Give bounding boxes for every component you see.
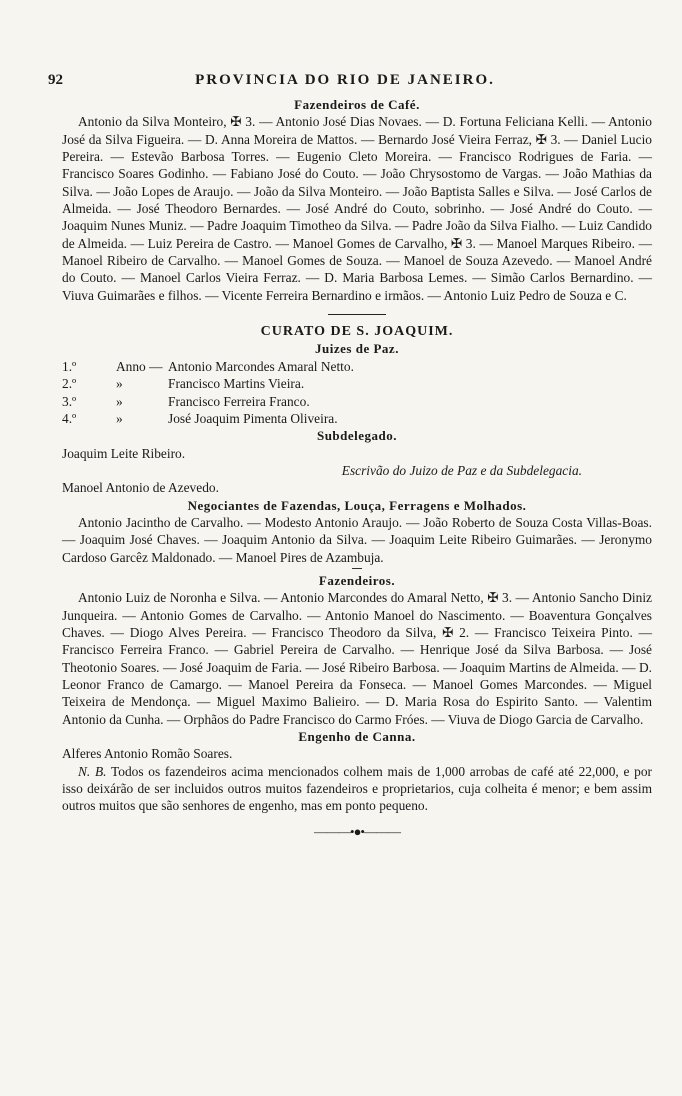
juiz-mark: »: [116, 410, 123, 426]
juiz-ordinal: 4.º: [62, 410, 77, 426]
farmers-list: Antonio Luiz de Noronha e Silva. — Antonio Marcondes do Amaral Netto, ✠ 3. — Antonio Sancho Diniz Junqueira. — Antonio Gomes de Carvalho. — Antonio Manoel do Nascimento. — Boaventura Gonçalves Chaves. — Diogo Alves Pereira. — Francisco Theodoro da Silva, ✠ 2. — Francisco Teixeira Pinto. — Francisco Ferreira Franco. — Gabriel Pereira de Carvalho. — Henrique José da Silva Barbosa. — José Theotonio Soares. — José Joaquim de Faria. — José Ribeiro Barbosa. — Joaquim Martins de Almeida. — D. Leonor Franco de Camargo. — Manoel Pereira da Fonseca. — Manoel Gomes Marcondes. — Miguel Teixeira de Mendonça. — Miguel Maximo Balieiro. — D. Maria Rosa do Espirito Santo. — Valentim Antonio da Cunha. — Orphãos do Padre Francisco do Carmo Fróes. — Viuva de Diogo Garcia de Carvalho.: [62, 590, 652, 727]
cafe-farmers-list: Antonio da Silva Monteiro, ✠ 3. — Antonio José Dias Novaes. — D. Fortuna Feliciana Kelli. — Antonio José da Silva Figueira. — D. Anna Moreira de Mattos. — Bernardo José Vieira Ferraz, ✠ 3. — Daniel Lucio Pereira. — Estevão Barbosa Torres. — Eugenio Cleto Moreira. — Francisco Rodrigues de Faria. — Francisco Soares Godinho. — Fabiano José do Couto. — João Chrysostomo de Vargas. — João Mathias da Silva. — João Lopes de Araujo. — João da Silva Monteiro. — João Baptista Salles e Silva. — José Carlos de Almeida. — José Theodoro Bernardes. — José André do Couto, sobrinho. — José André do Couto. — Joaquim Nunes Muniz. — Padre Joaquim Timotheo da Silva. — Padre João da Silva Fialho. — Luiz Candido de Almeida. — Luiz Pereira de Castro. — Manoel Gomes de Carvalho, ✠ 3. — Manoel Marques Ribeiro. — Manoel Ribeiro de Carvalho. — Manoel Gomes de Souza. — Manoel de Souza Azevedo. — Manoel André do Couto. — Manoel Carlos Vieira Ferraz. — D. Maria Barbosa Lemes. — Simão Carlos Bernardino. — Viuva Guimarães e filhos. — Vicente Ferreira Bernardino e irmãos. — Antonio Luiz Pedro de Souza e C.: [62, 114, 652, 303]
heading-juizes-de-paz: Juizes de Paz.: [315, 341, 399, 357]
page-number: 92: [48, 72, 63, 88]
engenho-owner: Alferes Antonio Romão Soares.: [62, 746, 233, 762]
escrivao-title: Escrivão do Juizo de Paz e da Subdelegacia.: [341, 462, 582, 478]
juiz-row: [62, 410, 652, 427]
subdelegado-name: Joaquim Leite Ribeiro.: [62, 445, 186, 461]
juiz-name: Francisco Martins Vieira.: [168, 376, 305, 392]
heading-fazendeiros-de-cafe: Fazendeiros de Café.: [294, 97, 420, 112]
nb-label: N. B.: [78, 763, 107, 779]
juiz-name: Antonio Marcondes Amaral Netto.: [168, 358, 354, 374]
nota-bene: [62, 763, 652, 815]
page-body: [62, 96, 652, 840]
nb-text: Todos os fazendeiros acima mencionados colhem mais de 1,000 arrobas de café até 22,000, e por isso deixárão de ser incluidos outros muitos fazendeiros e proprietarios, cuja colheita é menor; e bem assim outros muitos que são senhores de engenho, mas em ponto pequeno.: [62, 763, 652, 814]
merchants-list: Antonio Jacintho de Carvalho. — Modesto Antonio Araujo. — João Roberto de Souza Costa Villas-Boas. — Joaquim José Chaves. — Joaquim Antonio da Silva. — Joaquim Leite Ribeiro Guimarães. — Jeronymo Cardoso Garcêz Maldonado. — Manoel Pires de Azambuja.: [62, 514, 652, 565]
juiz-row: [62, 358, 652, 375]
small-divider: [352, 568, 362, 569]
juiz-name: Francisco Ferreira Franco.: [168, 393, 310, 409]
escrivao-name: Manoel Antonio de Azevedo.: [62, 480, 219, 496]
heading-fazendeiros: Fazendeiros.: [318, 572, 396, 588]
juiz-mark: »: [116, 376, 123, 392]
juiz-name: José Joaquim Pimenta Oliveira.: [168, 410, 338, 426]
end-ornament: ———•●•———: [314, 823, 400, 839]
juiz-ordinal: 1.º: [62, 358, 77, 374]
juiz-ordinal: 3.º: [62, 393, 77, 409]
heading-engenho-de-canna: Engenho de Canna.: [298, 729, 416, 745]
page-header: [48, 72, 642, 94]
juizes-list: [62, 358, 652, 427]
juiz-row: [62, 375, 652, 392]
juiz-row: [62, 393, 652, 410]
juiz-ordinal: 2.º: [62, 376, 77, 392]
heading-subdelegado: Subdelegado.: [316, 428, 398, 444]
running-title: PROVINCIA DO RIO DE JANEIRO.: [195, 72, 495, 88]
curato-title: CURATO DE S. JOAQUIM.: [260, 324, 454, 340]
juiz-mark: »: [116, 393, 123, 409]
juiz-mark: Anno —: [116, 358, 163, 374]
heading-negociantes: Negociantes de Fazendas, Louça, Ferragens e Molhados.: [187, 497, 527, 513]
section-divider: [328, 314, 386, 315]
